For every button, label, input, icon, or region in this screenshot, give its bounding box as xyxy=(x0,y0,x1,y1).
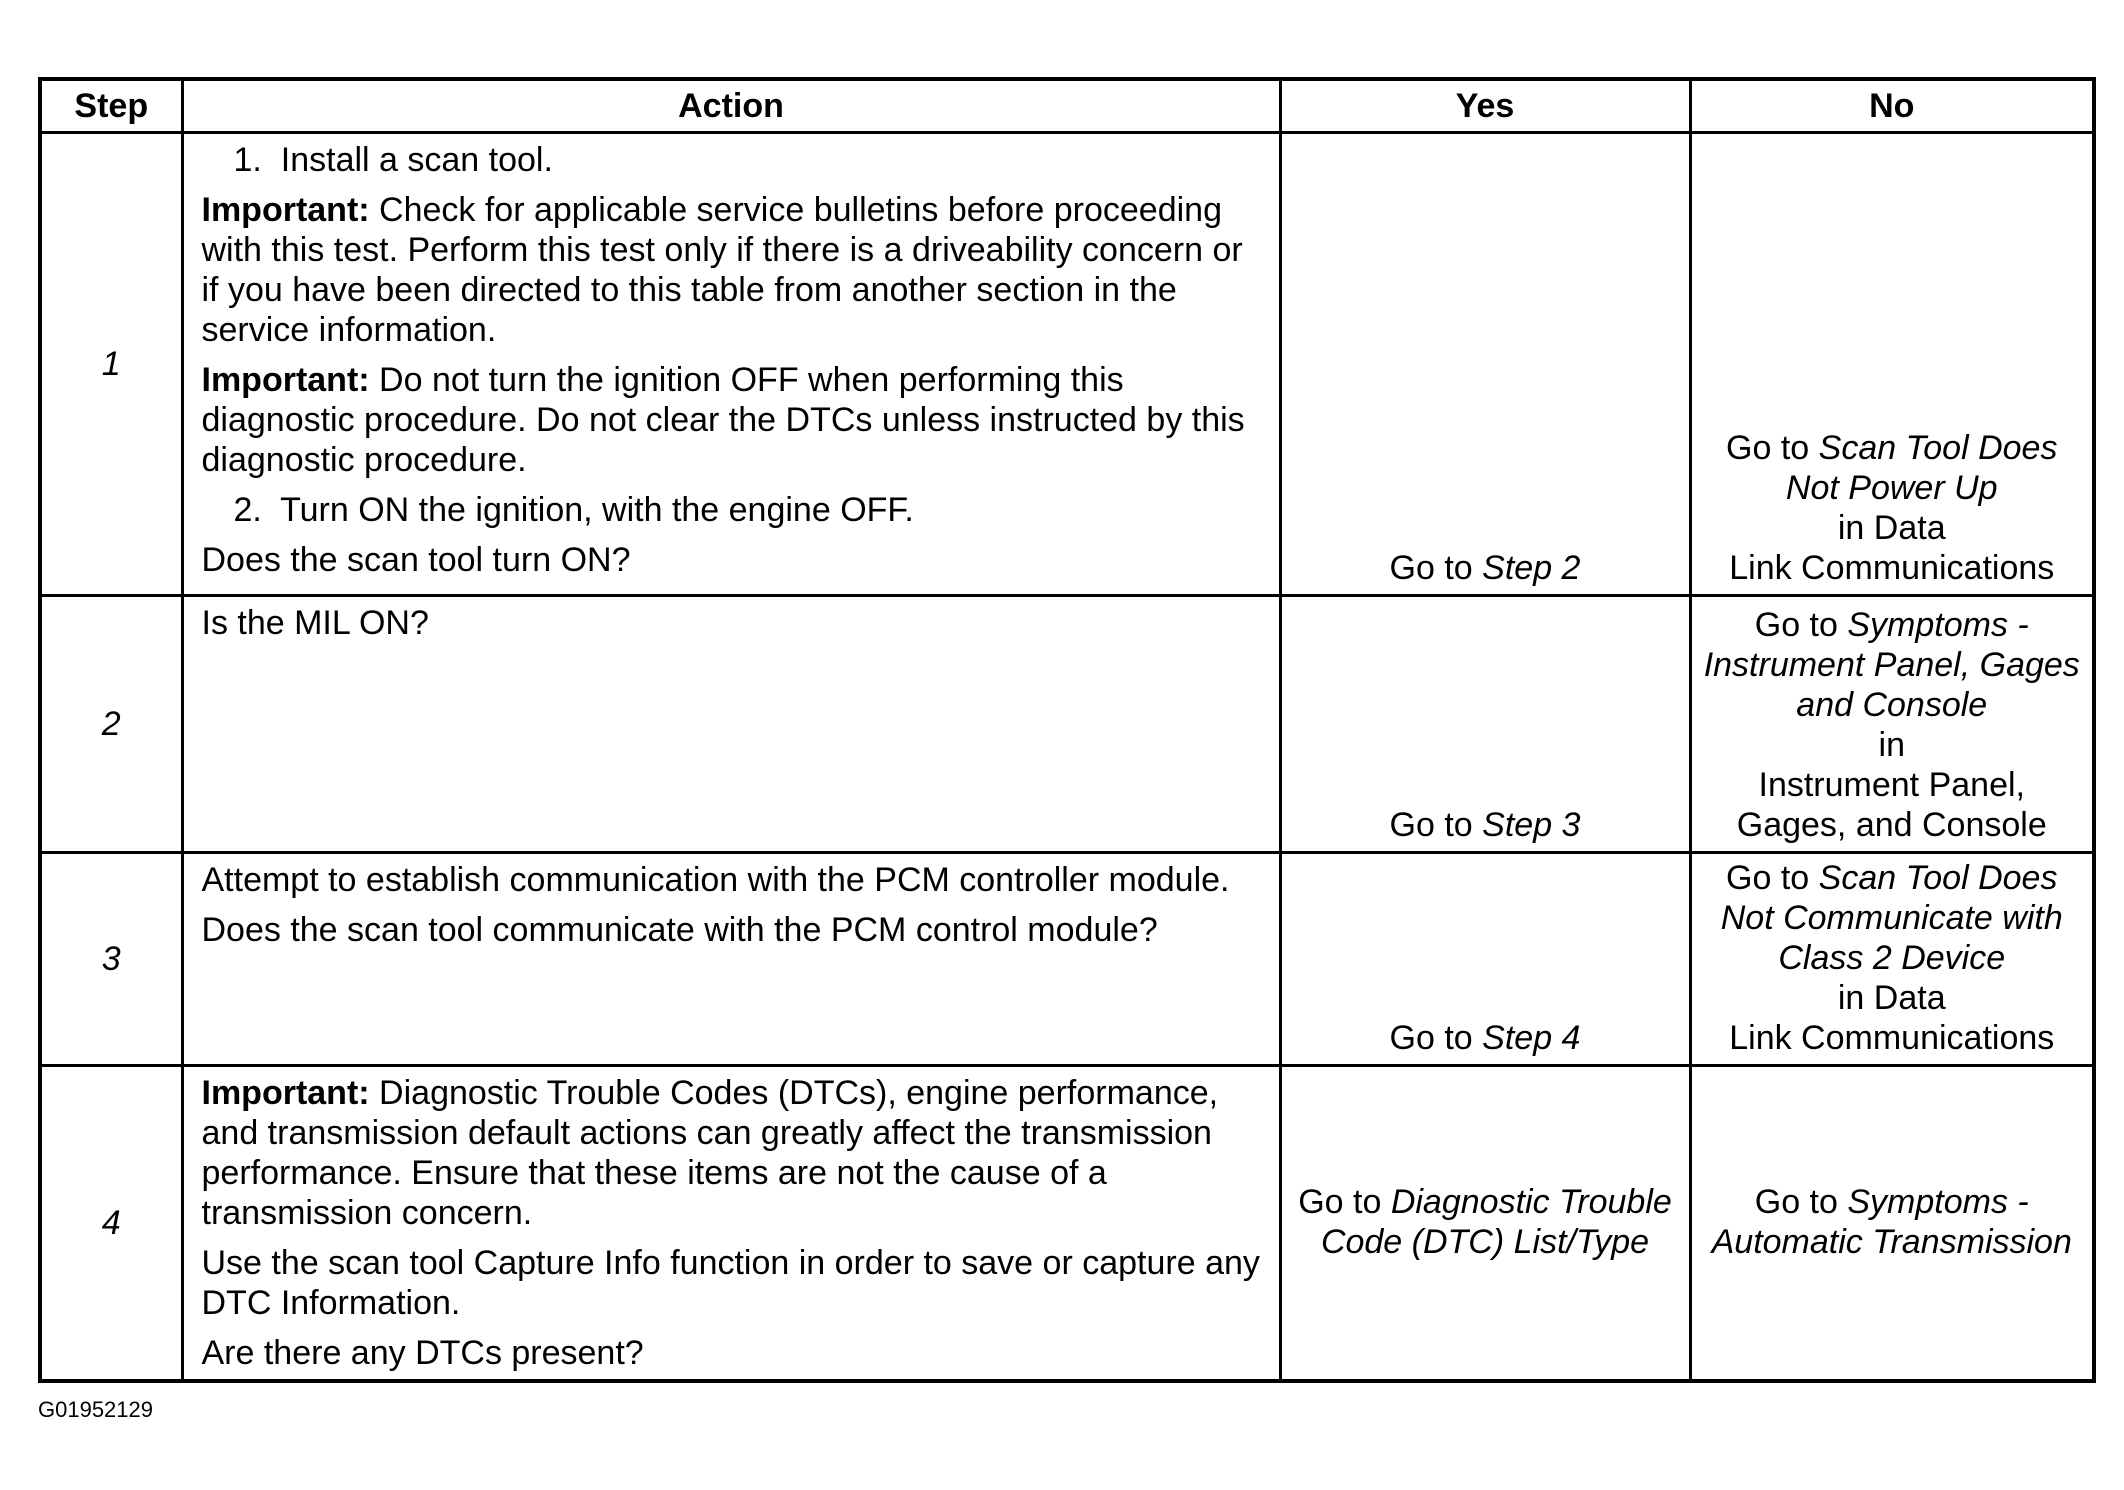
yes-cell: Go to Diagnostic Trouble Code (DTC) List/Type xyxy=(1280,1066,1690,1382)
no-cell: Go to Symptoms - Automatic Transmission xyxy=(1690,1066,2094,1382)
figure-id: G01952129 xyxy=(38,1397,153,1422)
section-name: Link Communications xyxy=(1729,549,2055,587)
action-cell xyxy=(182,596,1280,853)
header-yes: Yes xyxy=(1280,79,1690,133)
step-link[interactable]: Step 2 xyxy=(1482,549,1581,587)
step-link[interactable]: Step 4 xyxy=(1482,1019,1581,1057)
section-link[interactable]: Scan Tool Does Not Power Up xyxy=(1785,429,2058,507)
header-row xyxy=(40,79,2094,133)
yes-cell: Go to Step 2 xyxy=(1280,133,1690,596)
section-link[interactable]: Diagnostic Trouble Code (DTC) List/Type xyxy=(1320,1183,1672,1261)
yes-cell: Go to Step 4 xyxy=(1280,853,1690,1066)
step-number: 2 xyxy=(40,596,182,853)
step-number: 4 xyxy=(40,1066,182,1382)
step-number: 3 xyxy=(40,853,182,1066)
no-cell: Go to Scan Tool Does Not Communicate with Class 2 Device in Data Link Communications xyxy=(1690,853,2094,1066)
no-cell: Go to Scan Tool Does Not Power Up in Data Link Communications xyxy=(1690,133,2094,596)
step-link[interactable]: Step 3 xyxy=(1482,806,1581,844)
action-instruction: Use the scan tool Capture Info function in order to save or capture any DTC Information. xyxy=(201,1244,1260,1322)
table-row xyxy=(40,596,2094,853)
table-row xyxy=(40,853,2094,1066)
action-question: Does the scan tool communicate with the PCM control module? xyxy=(201,911,1158,949)
header-action: Action xyxy=(182,79,1280,133)
in-label: in Data xyxy=(1837,979,1946,1017)
diagnostic-table xyxy=(38,77,2096,1383)
action-step-item: 1. Install a scan tool. xyxy=(233,141,553,179)
section-name: Link Communications xyxy=(1729,1019,2055,1057)
action-cell xyxy=(182,1066,1280,1382)
action-question: Does the scan tool turn ON? xyxy=(201,541,631,579)
action-step-item: 2. Turn ON the ignition, with the engine OFF. xyxy=(233,491,914,529)
action-cell xyxy=(182,133,1280,596)
header-step: Step xyxy=(40,79,182,133)
in-label: in xyxy=(1878,726,1905,764)
important-note: Important: Check for applicable service bulletins before proceeding with this test. Perform this test only if there is a driveability concern or if you have been directed to this table from another section in the service information. xyxy=(201,191,1243,349)
table-row xyxy=(40,133,2094,596)
section-link[interactable]: Symptoms - Automatic Transmission xyxy=(1711,1183,2072,1261)
section-link[interactable]: Symptoms - Instrument Panel, Gages and Console xyxy=(1703,606,2080,724)
action-cell xyxy=(182,853,1280,1066)
section-link[interactable]: Scan Tool Does Not Communicate with Class 2 Device xyxy=(1720,859,2063,977)
yes-cell: Go to Step 3 xyxy=(1280,596,1690,853)
in-label: in Data xyxy=(1837,509,1946,547)
section-name: Instrument Panel, Gages, and Console xyxy=(1736,766,2047,844)
header-no: No xyxy=(1690,79,2094,133)
important-note: Important: Do not turn the ignition OFF when performing this diagnostic procedure. Do not clear the DTCs unless instructed by this diagnostic procedure. xyxy=(201,361,1245,479)
important-note: Important: Diagnostic Trouble Codes (DTCs), engine performance, and transmission default actions can greatly affect the transmission performance. Ensure that these items are not the cause of a transmission concern. xyxy=(201,1074,1219,1232)
no-cell: Go to Symptoms - Instrument Panel, Gages and Console in Instrument Panel, Gages, and Console xyxy=(1690,596,2094,853)
action-instruction: Attempt to establish communication with the PCM controller module. xyxy=(201,861,1230,899)
step-number: 1 xyxy=(40,133,182,596)
action-question: Are there any DTCs present? xyxy=(201,1334,644,1372)
table-row xyxy=(40,1066,2094,1382)
action-question: Is the MIL ON? xyxy=(201,604,429,642)
